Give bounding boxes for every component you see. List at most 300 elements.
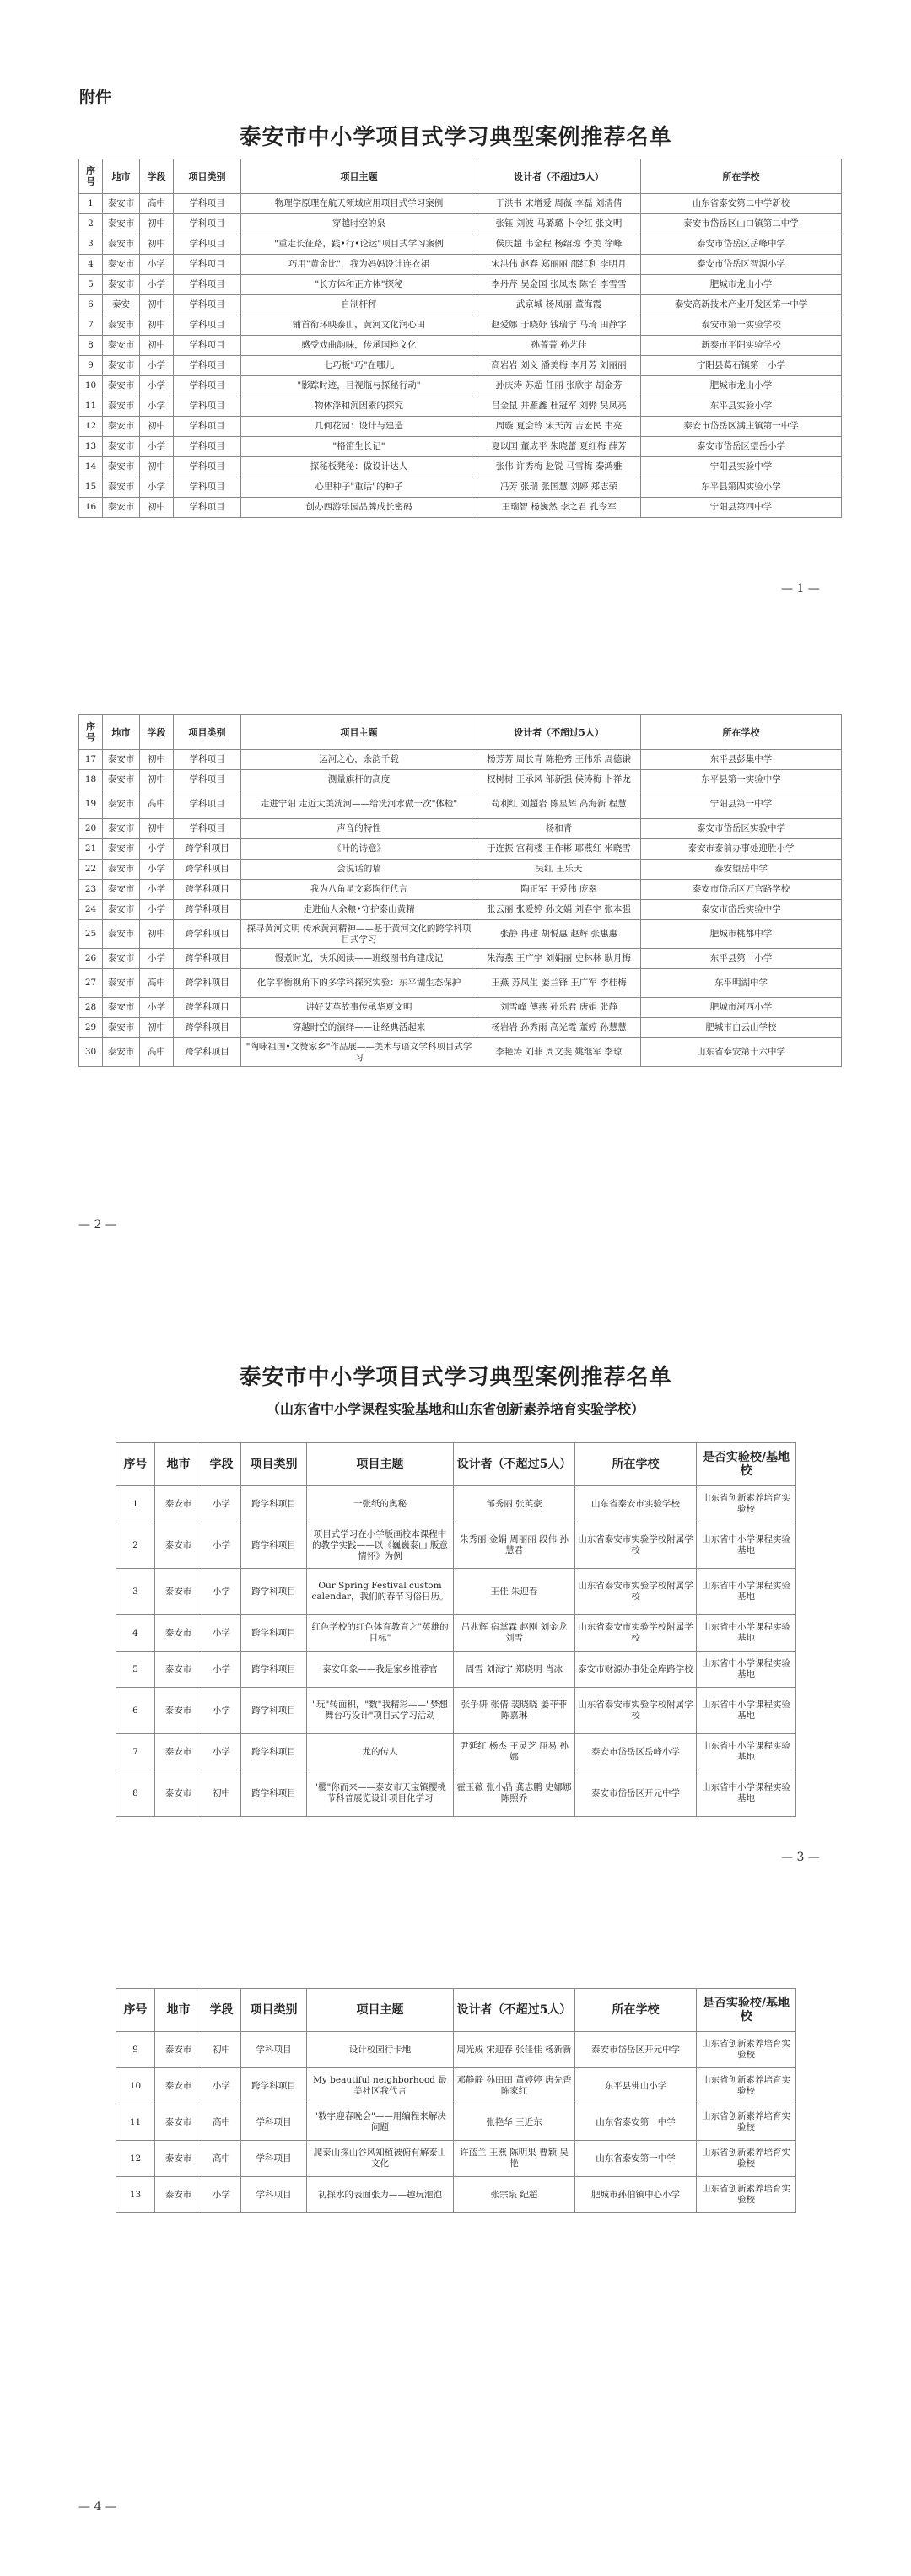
table-cell: 泰安市 <box>155 2068 202 2104</box>
table-cell: 泰安市 <box>155 2032 202 2068</box>
table-cell: 学科项目 <box>174 336 241 356</box>
table-cell: 山东省泰安市实验学校附属学校 <box>575 1569 697 1615</box>
column-header: 项目类别 <box>174 715 241 750</box>
table-cell: 侯庆超 韦金程 杨绍琼 李美 徐峰 <box>477 234 641 255</box>
table-cell: 陶正军 王爱伟 庞翠 <box>477 880 641 900</box>
table-cell: 东平县第四实验小学 <box>641 477 842 498</box>
table-cell: 苟利红 刘超岩 陈星辉 高海新 程慧 <box>477 790 641 819</box>
table-cell: 泰安市 <box>103 770 140 790</box>
column-header: 序号 <box>79 159 103 194</box>
table-row <box>116 2177 796 2213</box>
table-cell: 物理学原理在航天领域应用项目式学习案例 <box>241 194 477 214</box>
table-cell: 小学 <box>140 376 174 396</box>
table-cell: 小学 <box>140 275 174 295</box>
table-cell: 张伟 许秀梅 赵锐 马雪梅 秦鸿雅 <box>477 457 641 477</box>
table-cell: 高岩岩 刘义 潘美梅 李月芳 刘丽丽 <box>477 356 641 376</box>
table-cell: 宁阳县葛石镇第一小学 <box>641 356 842 376</box>
table-cell: "重走长征路，践•行•论运"项目式学习案例 <box>241 234 477 255</box>
table-cell: 泰安市 <box>103 969 140 998</box>
table-cell: 泰安市 <box>103 900 140 920</box>
table-cell: 小学 <box>202 2068 241 2104</box>
table-cell: 于连振 宫莉楼 王作彬 耶燕红 米晓雪 <box>477 839 641 860</box>
table-cell: 孙菁菁 孙艺佳 <box>477 336 641 356</box>
table-cell: 泰安市 <box>155 1734 202 1770</box>
page-number: — 1 — <box>781 582 820 595</box>
table-cell: 泰安市 <box>103 336 140 356</box>
table-cell: 高中 <box>202 2141 241 2177</box>
table-row <box>116 2068 796 2104</box>
table-cell: 18 <box>79 770 103 790</box>
table-cell: 15 <box>79 477 103 498</box>
column-header: 设计者（不超过5人） <box>477 159 641 194</box>
table-cell: 13 <box>79 437 103 457</box>
table-cell: 泰安市 <box>103 750 140 770</box>
table-cell: 权树树 王承风 邹新强 侯涛梅 卜祥龙 <box>477 770 641 790</box>
table-cell: 泰安市 <box>155 1569 202 1615</box>
table-cell: 泰安市泰前办事处迎胜小学 <box>641 839 842 860</box>
table-cell: 红色学校的红色体育教育之"英雄的目标" <box>307 1615 454 1652</box>
table-cell: 周雪 刘海宁 郑晓明 肖冰 <box>454 1652 575 1688</box>
table-cell: 学科项目 <box>174 819 241 839</box>
table-cell: 2 <box>116 1522 155 1569</box>
table-cell: 泰安市 <box>103 1018 140 1038</box>
table-cell: 山东省创新素养培育实验校 <box>697 2177 796 2213</box>
table-cell: 学科项目 <box>174 315 241 336</box>
table-cell: "玩"转面积，"数"我精彩——"梦想舞台巧设计"项目式学习活动 <box>307 1688 454 1734</box>
column-header: 是否实验校/基地校 <box>697 1443 796 1486</box>
table-cell: 走进仙人余粮•守护泰山黄精 <box>241 900 477 920</box>
table-cell: 初中 <box>140 417 174 437</box>
table-cell: 夏以国 董成平 朱晓蕾 夏红梅 薛芳 <box>477 437 641 457</box>
table-cell: 宁阳县第一中学 <box>641 790 842 819</box>
table-row <box>116 2032 796 2068</box>
table-cell: 23 <box>79 880 103 900</box>
table-cell: 1 <box>116 1486 155 1522</box>
table-cell: 泰安市 <box>155 2104 202 2141</box>
table-cell: 山东省泰安第十六中学 <box>641 1038 842 1067</box>
table-cell: 学科项目 <box>174 376 241 396</box>
table-cell: 小学 <box>140 437 174 457</box>
table-cell: 小学 <box>202 1688 241 1734</box>
table-cell: 李丹芹 吴金国 张凤杰 陈怡 李雪雪 <box>477 275 641 295</box>
table-cell: 周璇 夏会玲 宋天芮 吉宏民 韦亮 <box>477 417 641 437</box>
table-cell: 杨和青 <box>477 819 641 839</box>
table-cell: 10 <box>79 376 103 396</box>
table-cell: 肥城市龙山小学 <box>641 275 842 295</box>
table-cell: 学科项目 <box>174 255 241 275</box>
table-cell: 小学 <box>140 880 174 900</box>
table-cell: 跨学科项目 <box>174 839 241 860</box>
table-cell: 初中 <box>140 920 174 949</box>
table-cell: 泰安市 <box>103 356 140 376</box>
table-cell: 16 <box>79 498 103 518</box>
table-cell: 赵爱娜 于晓妤 钱瑞宁 马琦 田静宇 <box>477 315 641 336</box>
table-cell: 泰安市岱岳区山口镇第二中学 <box>641 214 842 234</box>
table-cell: 张艳华 王近东 <box>454 2104 575 2141</box>
table-cell: 泰安市 <box>103 920 140 949</box>
table-cell: 7 <box>116 1734 155 1770</box>
table-cell: 武京城 杨凤丽 董海霞 <box>477 295 641 315</box>
table-cell: 东平县佛山小学 <box>575 2068 697 2104</box>
table-cell: 山东省泰安第一中学 <box>575 2141 697 2177</box>
table-cell: 初中 <box>140 750 174 770</box>
table-cell: 跨学科项目 <box>174 1038 241 1067</box>
table-cell: 12 <box>79 417 103 437</box>
table-cell: 跨学科项目 <box>241 2068 307 2104</box>
attachment-label: 附件 <box>79 88 112 106</box>
experiment-school-table-part-2 <box>116 1988 796 2213</box>
table-cell: 初中 <box>140 770 174 790</box>
table-cell: 吴红 王乐天 <box>477 860 641 880</box>
table-row <box>116 2104 796 2141</box>
table-cell: 跨学科项目 <box>241 1615 307 1652</box>
table-cell: 学科项目 <box>174 275 241 295</box>
table-cell: 山东省泰安市实验学校附属学校 <box>575 1615 697 1652</box>
table-cell: 8 <box>79 336 103 356</box>
table-header-row <box>116 1989 796 2032</box>
table-cell: 跨学科项目 <box>241 1569 307 1615</box>
table-cell: 邓静静 孙田田 董婷婷 唐先香 陈家红 <box>454 2068 575 2104</box>
table-cell: 泰安市 <box>103 417 140 437</box>
table-cell: "格笛生长记" <box>241 437 477 457</box>
table-cell: 小学 <box>202 1522 241 1569</box>
table-cell: 初中 <box>140 234 174 255</box>
table-cell: 泰安市 <box>103 234 140 255</box>
column-header: 地市 <box>103 159 140 194</box>
table-cell: 一张纸的奥秘 <box>307 1486 454 1522</box>
table-cell: 初中 <box>140 1018 174 1038</box>
table-cell: 11 <box>79 396 103 417</box>
table-cell: 泰安市 <box>103 790 140 819</box>
table-cell: 跨学科项目 <box>174 920 241 949</box>
table-cell: 泰安市 <box>155 1770 202 1817</box>
table-cell: 山东省中小学课程实验基地 <box>697 1522 796 1569</box>
table-cell: 小学 <box>140 839 174 860</box>
column-header: 设计者（不超过5人） <box>477 715 641 750</box>
table-cell: 朱秀丽 金娟 周丽丽 段伟 孙慧君 <box>454 1522 575 1569</box>
table-cell: 9 <box>116 2032 155 2068</box>
column-header: 学段 <box>140 715 174 750</box>
table-cell: 学科项目 <box>174 194 241 214</box>
table-cell: 山东省中小学课程实验基地 <box>697 1770 796 1817</box>
column-header: 所在学校 <box>641 715 842 750</box>
table-cell: 初中 <box>140 315 174 336</box>
table-cell: 朱海燕 王广宇 刘娟丽 史林林 耿月梅 <box>477 949 641 969</box>
table-cell: 泰安市 <box>103 315 140 336</box>
table-cell: 泰安市 <box>103 437 140 457</box>
table-cell: 5 <box>116 1652 155 1688</box>
table-cell: 跨学科项目 <box>174 860 241 880</box>
table-cell: 东平县第一实验中学 <box>641 770 842 790</box>
table-cell: 初中 <box>140 457 174 477</box>
table-cell: 高中 <box>140 1038 174 1067</box>
table-cell: 孙庆涛 苏超 任丽 张欣宇 胡金芳 <box>477 376 641 396</box>
table-cell: 28 <box>79 998 103 1018</box>
column-header: 设计者（不超过5人） <box>454 1443 575 1486</box>
table-cell: 讲好艾草故事传承华夏文明 <box>241 998 477 1018</box>
table-cell: 铺首衔环映泰山，黄河文化润心田 <box>241 315 477 336</box>
table-cell: 刘雪峰 傅燕 孙乐君 唐娟 张静 <box>477 998 641 1018</box>
table-cell: 小学 <box>140 860 174 880</box>
table-cell: 小学 <box>140 900 174 920</box>
table-cell: 冯芳 张瑞 张国慧 刘婷 郑志荣 <box>477 477 641 498</box>
table-cell: 2 <box>79 214 103 234</box>
table-cell: 泰安市 <box>155 1652 202 1688</box>
table-cell: 跨学科项目 <box>241 1522 307 1569</box>
document-title-2: 泰安市中小学项目式学习典型案例推荐名单 <box>239 1365 672 1390</box>
table-cell: 慢煮时光，快乐阅读——班级图书角建成记 <box>241 949 477 969</box>
table-cell: 泰安望岳中学 <box>641 860 842 880</box>
table-cell: Our Spring Festival custom calendar，我们的春节习俗日历。 <box>307 1569 454 1615</box>
table-cell: 创办西游乐园品牌成长密码 <box>241 498 477 518</box>
table-cell: 东平县实验小学 <box>641 396 842 417</box>
table-cell: 11 <box>116 2104 155 2141</box>
table-cell: 穿越时空的演绎——让经典活起来 <box>241 1018 477 1038</box>
table-cell: 王瑞智 杨巍然 李之君 孔令军 <box>477 498 641 518</box>
table-cell: 21 <box>79 839 103 860</box>
table-cell: 10 <box>116 2068 155 2104</box>
table-cell: 小学 <box>202 1615 241 1652</box>
column-header: 序号 <box>79 715 103 750</box>
table-cell: 张静 冉建 胡悦惠 赵辉 张惠惠 <box>477 920 641 949</box>
table-cell: 泰安市 <box>103 498 140 518</box>
table-cell: 14 <box>79 457 103 477</box>
table-cell: 测量旗杆的高度 <box>241 770 477 790</box>
table-cell: 探秘板凳秘：做设计达人 <box>241 457 477 477</box>
table-cell: 泰安市 <box>155 1486 202 1522</box>
page-number: — 2 — <box>78 1218 117 1231</box>
table-cell: 初中 <box>202 1770 241 1817</box>
table-cell: 跨学科项目 <box>174 949 241 969</box>
table-cell: 学科项目 <box>241 2104 307 2141</box>
table-cell: 学科项目 <box>174 477 241 498</box>
table-cell: 化学平衡视角下的多学科探究实验：东平湖生态保护 <box>241 969 477 998</box>
table-cell: 泰安市 <box>155 2177 202 2213</box>
table-cell: 于洪书 宋增爱 周薇 李磊 刘清倩 <box>477 194 641 214</box>
table-cell: 泰安市 <box>103 376 140 396</box>
table-cell: 肥城市孙伯镇中心小学 <box>575 2177 697 2213</box>
table-cell: 肥城市河西小学 <box>641 998 842 1018</box>
table-cell: 跨学科项目 <box>174 969 241 998</box>
column-header: 所在学校 <box>641 159 842 194</box>
table-cell: 山东省泰安第一中学 <box>575 2104 697 2141</box>
table-cell: 泰安市岱岳区岳峰中学 <box>641 234 842 255</box>
table-cell: 12 <box>116 2141 155 2177</box>
table-cell: 运河之心，余韵千载 <box>241 750 477 770</box>
table-cell: 小学 <box>140 477 174 498</box>
table-cell: 穿越时空的泉 <box>241 214 477 234</box>
table-cell: 泰安市岱岳区实验中学 <box>641 819 842 839</box>
table-cell: 山东省创新素养培育实验校 <box>697 2068 796 2104</box>
table-cell: "陶咏祖国•文赞家乡"作品展——美术与语文学科项目式学习 <box>241 1038 477 1067</box>
table-cell: 跨学科项目 <box>174 1018 241 1038</box>
table-cell: 泰安市岱岳区开元中学 <box>575 1770 697 1817</box>
table-cell: 泰安市岱岳区万官路学校 <box>641 880 842 900</box>
table-cell: 走进宁阳 走近大美洸河——给洸河水做一次"体检" <box>241 790 477 819</box>
table-cell: 初探水的表面张力——趣玩泡泡 <box>307 2177 454 2213</box>
table-cell: 泰安市岱岳区开元中学 <box>575 2032 697 2068</box>
document-subtitle: （山东省中小学课程实验基地和山东省创新素养培育实验学校） <box>266 1401 644 1417</box>
table-cell: 泰安市 <box>155 1615 202 1652</box>
table-cell: 小学 <box>202 1486 241 1522</box>
table-cell: 会说话的墙 <box>241 860 477 880</box>
table-cell: "影踪时迹，目视瓶与探秘行动" <box>241 376 477 396</box>
table-cell: 学科项目 <box>174 437 241 457</box>
table-cell: 小学 <box>140 356 174 376</box>
table-cell: 山东省创新素养培育实验校 <box>697 2141 796 2177</box>
column-header: 项目主题 <box>241 715 477 750</box>
table-cell: 小学 <box>140 255 174 275</box>
table-cell: 8 <box>116 1770 155 1817</box>
table-cell: 张钰 刘波 马璐璐 卜令红 张文明 <box>477 214 641 234</box>
table-cell: 泰安市岱岳区望岳小学 <box>641 437 842 457</box>
table-cell: 泰安市 <box>103 860 140 880</box>
table-cell: 几何花园：设计与建造 <box>241 417 477 437</box>
table-cell: 高中 <box>140 969 174 998</box>
table-cell: 学科项目 <box>174 417 241 437</box>
table-cell: 6 <box>116 1688 155 1734</box>
table-cell: 高中 <box>140 790 174 819</box>
table-cell: 项目式学习在小学版画校本课程中的教学实践——以《巍巍泰山 版意情怀》为例 <box>307 1522 454 1569</box>
table-cell: 泰安 <box>103 295 140 315</box>
table-cell: 19 <box>79 790 103 819</box>
table-cell: 自制杆秤 <box>241 295 477 315</box>
table-cell: "长方体和正方体"探秘 <box>241 275 477 295</box>
table-cell: 学科项目 <box>174 214 241 234</box>
table-cell: 高中 <box>202 2104 241 2141</box>
table-cell: 17 <box>79 750 103 770</box>
table-cell: 宁阳县第四中学 <box>641 498 842 518</box>
table-cell: 王燕 苏凤生 姜兰锋 王广军 李桂梅 <box>477 969 641 998</box>
table-row <box>116 2141 796 2177</box>
table-cell: 高中 <box>140 194 174 214</box>
table-cell: 邹秀丽 张英豪 <box>454 1486 575 1522</box>
table-cell: 泰安市 <box>103 255 140 275</box>
table-cell: 尹延红 杨杰 王灵芝 屈易 孙娜 <box>454 1734 575 1770</box>
table-cell: 25 <box>79 920 103 949</box>
table-cell: 泰安市 <box>155 1522 202 1569</box>
table-cell: 学科项目 <box>174 770 241 790</box>
table-cell: 东平县第一小学 <box>641 949 842 969</box>
table-cell: 学科项目 <box>174 498 241 518</box>
table-cell: 山东省创新素养培育实验校 <box>697 1486 796 1522</box>
column-header: 地市 <box>155 1443 202 1486</box>
table-cell: 初中 <box>140 295 174 315</box>
table-cell: 泰安市岱岳区岳峰小学 <box>575 1734 697 1770</box>
table-cell: 学科项目 <box>174 234 241 255</box>
table-cell: 24 <box>79 900 103 920</box>
table-cell: 30 <box>79 1038 103 1067</box>
table-cell: 泰安市 <box>103 275 140 295</box>
table-cell: 5 <box>79 275 103 295</box>
table-cell: 学科项目 <box>174 396 241 417</box>
table-cell: 张宗泉 纪超 <box>454 2177 575 2213</box>
table-cell: 泰安市岱岳实验中学 <box>641 900 842 920</box>
table-cell: 初中 <box>202 2032 241 2068</box>
table-cell: 泰安市岱岳区智源小学 <box>641 255 842 275</box>
column-header: 项目类别 <box>174 159 241 194</box>
column-header: 项目主题 <box>241 159 477 194</box>
table-cell: 泰安市 <box>103 880 140 900</box>
table-cell: 山东省创新素养培育实验校 <box>697 2104 796 2141</box>
table-cell: 学科项目 <box>241 2141 307 2177</box>
table-cell: 泰安市财源办事处金库路学校 <box>575 1652 697 1688</box>
table-cell: 心里种子"重话"的种子 <box>241 477 477 498</box>
table-cell: 山东省中小学课程实验基地 <box>697 1652 796 1688</box>
table-cell: 山东省泰安市实验学校附属学校 <box>575 1688 697 1734</box>
table-cell: 东平县彭集中学 <box>641 750 842 770</box>
document-title: 泰安市中小学项目式学习典型案例推荐名单 <box>239 125 672 150</box>
table-cell: 4 <box>116 1615 155 1652</box>
table-cell: 杨岩岩 孙秀雨 高光霞 董婷 孙慧慧 <box>477 1018 641 1038</box>
table-cell: 泰安印象——我是家乡推荐官 <box>307 1652 454 1688</box>
column-header: 项目主题 <box>307 1443 454 1486</box>
table-cell: 小学 <box>140 396 174 417</box>
table-cell: 泰安市 <box>103 998 140 1018</box>
column-header: 地市 <box>103 715 140 750</box>
table-cell: 张云丽 张爱婷 孙文娟 刘春宇 张本强 <box>477 900 641 920</box>
table-cell: 吕金鼠 井雁鑫 杜冠军 刘骅 吴凤亮 <box>477 396 641 417</box>
table-cell: 泰安市 <box>103 477 140 498</box>
column-header: 项目类别 <box>241 1443 307 1486</box>
column-header: 地市 <box>155 1989 202 2032</box>
table-cell: My beautiful neighborhood 最美社区我代言 <box>307 2068 454 2104</box>
table-cell: 泰安市 <box>103 396 140 417</box>
page-number: — 4 — <box>78 2500 117 2514</box>
table-cell: 肥城市龙山小学 <box>641 376 842 396</box>
table-cell: 学科项目 <box>174 295 241 315</box>
table-cell: 泰安市 <box>103 194 140 214</box>
table-cell: 跨学科项目 <box>241 1734 307 1770</box>
table-cell: 泰安市 <box>103 819 140 839</box>
table-cell: 初中 <box>140 819 174 839</box>
table-cell: 泰安市 <box>155 1688 202 1734</box>
column-header: 是否实验校/基地校 <box>697 1989 796 2032</box>
table-cell: 张争妍 张倩 裴晓晓 姜菲菲 陈嘉琳 <box>454 1688 575 1734</box>
table-cell: "樱"你而来——泰安市天宝镇樱桃节科普展览设计项目化学习 <box>307 1770 454 1817</box>
table-cell: 探寻黄河文明 传承黄河精神——基于黄河文化的跨学科项目式学习 <box>241 920 477 949</box>
column-header: 序号 <box>116 1989 155 2032</box>
table-cell: 4 <box>79 255 103 275</box>
column-header: 序号 <box>116 1443 155 1486</box>
table-cell: 山东省泰安市实验学校附属学校 <box>575 1522 697 1569</box>
table-cell: 山东省创新素养培育实验校 <box>697 2032 796 2068</box>
table-cell: 学科项目 <box>174 356 241 376</box>
table-cell: 学科项目 <box>241 2032 307 2068</box>
table-cell: 22 <box>79 860 103 880</box>
table-cell: 7 <box>79 315 103 336</box>
table-cell: 杨芳芳 周长青 陈艳秀 王伟乐 周德谦 <box>477 750 641 770</box>
table-cell: 声音的特性 <box>241 819 477 839</box>
page-number: — 3 — <box>781 1851 820 1864</box>
table-cell: 宁阳县实验中学 <box>641 457 842 477</box>
table-cell: 肥城市白云山学校 <box>641 1018 842 1038</box>
table-cell: "数字迎春晚会"——用编程来解决问题 <box>307 2104 454 2141</box>
column-header: 所在学校 <box>575 1443 697 1486</box>
table-cell: 跨学科项目 <box>241 1770 307 1817</box>
table-cell: 爬泰山探山谷风知植被俯有解泰山文化 <box>307 2141 454 2177</box>
table-cell: 山东省中小学课程实验基地 <box>697 1734 796 1770</box>
table-cell: 山东省泰安市实验学校 <box>575 1486 697 1522</box>
table-cell: 山东省中小学课程实验基地 <box>697 1688 796 1734</box>
table-cell: 初中 <box>140 336 174 356</box>
table-cell: 泰安市 <box>103 949 140 969</box>
table-cell: 学科项目 <box>241 2177 307 2213</box>
table-cell: 设计校园行卡地 <box>307 2032 454 2068</box>
table-cell: 泰安高新技术产业开发区第一中学 <box>641 295 842 315</box>
column-header: 学段 <box>202 1989 241 2032</box>
table-cell: 小学 <box>140 998 174 1018</box>
